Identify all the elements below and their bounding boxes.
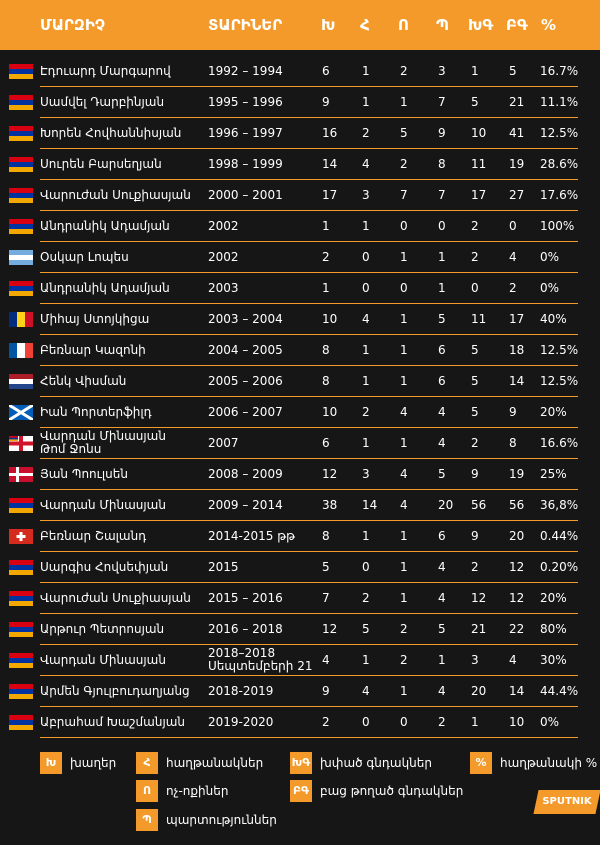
stat-gf: 2 (471, 436, 479, 450)
stat-d: 1 (400, 529, 408, 543)
stat-ga: 12 (509, 591, 525, 605)
stat-g: 8 (322, 343, 330, 357)
legend-text: պարտություններ (166, 813, 277, 827)
stat-ga: 20 (509, 529, 525, 543)
stat-l: 9 (438, 126, 446, 140)
table-row (40, 273, 578, 304)
table-header (0, 0, 600, 50)
stat-l: 6 (438, 343, 446, 357)
coach-name: Սարգիս Հովսեփյան (40, 560, 169, 574)
stat-pct: 30% (540, 653, 567, 667)
stat-l: 1 (438, 250, 446, 264)
table-row (40, 521, 578, 552)
flag-armenia-icon (9, 653, 33, 668)
years-line: 2018–2018 (208, 646, 276, 660)
flag-armenia-icon (9, 157, 33, 172)
coach-table (0, 56, 600, 738)
table-row (40, 676, 578, 707)
stat-gf: 2 (471, 560, 479, 574)
flag-romania-icon (9, 312, 33, 327)
stat-d: 1 (400, 343, 408, 357)
coach-name: Օսկար Լոպես (40, 250, 129, 264)
stat-ga: 18 (509, 343, 525, 357)
flag-denmark-icon (9, 467, 33, 482)
stat-w: 4 (362, 312, 370, 326)
table-row (40, 180, 578, 211)
stat-gf: 9 (471, 467, 479, 481)
stat-l: 5 (438, 312, 446, 326)
coach-name: Բեռնար Շալանդ (40, 529, 147, 543)
header-draws: Ո (398, 16, 409, 34)
flag-armenia-icon (9, 715, 33, 730)
stat-gf: 9 (471, 529, 479, 543)
stat-l: 0 (438, 219, 446, 233)
stat-w: 0 (362, 560, 370, 574)
coach-name: Խորեն Հովհաննիսյան (40, 126, 182, 140)
flag-armenia-icon (9, 498, 33, 513)
stat-pct: 25% (540, 467, 567, 481)
flag-armenia-icon (9, 219, 33, 234)
stat-ga: 2 (509, 281, 517, 295)
years-cell: 2016 – 2018 (208, 622, 283, 636)
stat-l: 6 (438, 374, 446, 388)
stat-l: 6 (438, 529, 446, 543)
legend-text: խփած գնդակներ (320, 756, 432, 770)
coach-name-line: Թոմ Ջոնս (40, 442, 102, 456)
flag-armenia-icon (9, 684, 33, 699)
stat-gf: 1 (471, 64, 479, 78)
flag-armenia-icon (9, 64, 33, 79)
stat-pct: 16.7% (540, 64, 579, 78)
stat-gf: 20 (471, 684, 487, 698)
stat-w: 1 (362, 374, 370, 388)
years-cell: 1998 – 1999 (208, 157, 283, 171)
stat-pct: 20% (540, 591, 567, 605)
coach-name: Աբրահամ Խաշմանյան (40, 715, 185, 729)
stat-pct: 0.20% (540, 560, 579, 574)
years-cell: 2014-2015 թթ (208, 529, 295, 543)
stat-ga: 19 (509, 467, 525, 481)
stat-g: 10 (322, 312, 338, 326)
table-row (40, 459, 578, 490)
stat-ga: 9 (509, 405, 517, 419)
stat-ga: 21 (509, 95, 525, 109)
flag-france-icon (9, 343, 33, 358)
table-row (40, 428, 578, 459)
stat-l: 3 (438, 64, 446, 78)
stat-g: 2 (322, 250, 330, 264)
stat-gf: 11 (471, 312, 487, 326)
stat-d: 4 (400, 405, 408, 419)
legend (0, 752, 600, 845)
years-cell (208, 645, 312, 675)
stat-g: 14 (322, 157, 338, 171)
legend-key: % (470, 752, 492, 774)
years-cell: 2004 – 2005 (208, 343, 283, 357)
stat-gf: 3 (471, 653, 479, 667)
stat-pct: 12.5% (540, 126, 579, 140)
stat-gf: 5 (471, 374, 479, 388)
stat-w: 5 (362, 622, 370, 636)
stat-gf: 5 (471, 405, 479, 419)
legend-key: ԽԳ (290, 752, 312, 774)
stat-l: 4 (438, 405, 446, 419)
stat-pct: 28.6% (540, 157, 579, 171)
stat-d: 4 (400, 498, 408, 512)
sputnik-logo (533, 790, 600, 814)
header-years: ՏԱՐԻՆԵՐ (208, 16, 283, 34)
stat-pct: 0% (540, 250, 560, 264)
flag-netherlands-icon (9, 374, 33, 389)
stat-pct: 40% (540, 312, 567, 326)
header-wins: Հ (360, 16, 370, 34)
stat-d: 1 (400, 560, 408, 574)
table-row (40, 490, 578, 521)
stat-pct: 20% (540, 405, 567, 419)
coach-name: Վարդան Մինասյան (40, 653, 166, 667)
coach-name: Բեռնար Կազոնի (40, 343, 146, 357)
stat-g: 9 (322, 95, 330, 109)
stat-pct: 100% (540, 219, 575, 233)
header-name: ՄԱՐԶԻՉ (40, 16, 106, 34)
stat-l: 7 (438, 95, 446, 109)
stat-w: 1 (362, 436, 370, 450)
stat-l: 4 (438, 684, 446, 698)
stat-ga: 4 (509, 653, 517, 667)
legend-key: Պ (136, 809, 158, 831)
stat-pct: 80% (540, 622, 567, 636)
stat-pct: 0% (540, 715, 560, 729)
stat-g: 1 (322, 219, 330, 233)
stat-w: 2 (362, 405, 370, 419)
stat-ga: 0 (509, 219, 517, 233)
stat-l: 5 (438, 467, 446, 481)
stat-d: 5 (400, 126, 408, 140)
coach-name: Սամվել Դարբինյան (40, 95, 165, 109)
coach-name: Հենկ Վիսման (40, 374, 127, 388)
header-losses: Պ (436, 16, 450, 34)
header-games: Խ (321, 16, 336, 34)
stat-w: 1 (362, 529, 370, 543)
table-row (40, 118, 578, 149)
stat-l: 4 (438, 436, 446, 450)
years-cell: 2005 – 2006 (208, 374, 283, 388)
coach-name: Յան Պոուլսեն (40, 467, 128, 481)
stat-pct: 17.6% (540, 188, 579, 202)
flag-argentina-icon (9, 250, 33, 265)
coach-name: Սուրեն Բարսեղյան (40, 157, 162, 171)
stat-g: 8 (322, 374, 330, 388)
stat-g: 2 (322, 715, 330, 729)
stat-d: 1 (400, 591, 408, 605)
stat-d: 0 (400, 219, 408, 233)
years-line: Սեպտեմբերի 21 (208, 659, 313, 673)
coach-name: Վարդան Մինասյան (40, 498, 166, 512)
stat-pct: 11.1% (540, 95, 579, 109)
table-row (40, 242, 578, 273)
brand-label: SPUTNIK (542, 796, 592, 807)
stat-pct: 44.4% (540, 684, 579, 698)
stat-ga: 41 (509, 126, 525, 140)
table-row (40, 707, 578, 738)
coach-name: Իան Պորտերֆիլդ (40, 405, 152, 419)
stat-l: 8 (438, 157, 446, 171)
years-cell: 2006 – 2007 (208, 405, 283, 419)
stat-d: 2 (400, 157, 408, 171)
stat-l: 4 (438, 591, 446, 605)
stat-w: 0 (362, 250, 370, 264)
stat-gf: 10 (471, 126, 487, 140)
stat-w: 0 (362, 715, 370, 729)
flag-armenia-icon (9, 591, 33, 606)
flag-scotland-icon (9, 405, 33, 420)
stat-ga: 27 (509, 188, 525, 202)
stat-g: 8 (322, 529, 330, 543)
stat-gf: 2 (471, 250, 479, 264)
stat-gf: 5 (471, 343, 479, 357)
stat-ga: 14 (509, 684, 525, 698)
stat-ga: 17 (509, 312, 525, 326)
table-row (40, 149, 578, 180)
flag-armenia-icon (9, 126, 33, 141)
stat-pct: 12.5% (540, 374, 579, 388)
flag-armenia-england-icon (9, 436, 33, 451)
stat-g: 1 (322, 281, 330, 295)
stat-gf: 17 (471, 188, 487, 202)
stat-pct: 0% (540, 281, 560, 295)
stat-d: 1 (400, 374, 408, 388)
stat-l: 4 (438, 560, 446, 574)
legend-key: Հ (136, 752, 158, 774)
stat-g: 9 (322, 684, 330, 698)
table-row (40, 56, 578, 87)
coach-name: Անդրանիկ Ադամյան (40, 281, 170, 295)
years-cell: 1995 – 1996 (208, 95, 283, 109)
years-cell: 2000 – 2001 (208, 188, 283, 202)
table-row (40, 397, 578, 428)
coach-name: Վարուժան Սուքիասյան (40, 591, 191, 605)
stat-g: 12 (322, 467, 338, 481)
legend-text: բաց թողած գնդակներ (320, 784, 464, 798)
flag-armenia-icon (9, 622, 33, 637)
stat-gf: 2 (471, 219, 479, 233)
stat-w: 1 (362, 219, 370, 233)
stat-w: 3 (362, 467, 370, 481)
stat-l: 7 (438, 188, 446, 202)
stat-ga: 8 (509, 436, 517, 450)
coach-name: Էդուարդ Մարգարով (40, 64, 171, 78)
table-row (40, 614, 578, 645)
stat-g: 12 (322, 622, 338, 636)
stat-l: 20 (438, 498, 454, 512)
stat-ga: 4 (509, 250, 517, 264)
stat-d: 1 (400, 95, 408, 109)
years-cell: 2019-2020 (208, 715, 274, 729)
stat-l: 5 (438, 622, 446, 636)
legend-text: խաղեր (70, 756, 117, 770)
stat-w: 3 (362, 188, 370, 202)
coach-name: Վարուժան Սուքիասյան (40, 188, 191, 202)
stat-g: 6 (322, 64, 330, 78)
stat-ga: 56 (509, 498, 525, 512)
stat-d: 4 (400, 467, 408, 481)
stat-w: 0 (362, 281, 370, 295)
stat-ga: 14 (509, 374, 525, 388)
stat-ga: 10 (509, 715, 525, 729)
years-cell: 2007 (208, 436, 239, 450)
table-row (40, 552, 578, 583)
stat-w: 14 (362, 498, 378, 512)
stat-d: 0 (400, 281, 408, 295)
stat-w: 2 (362, 126, 370, 140)
header-goals-against: ԲԳ (506, 16, 528, 34)
years-cell: 2003 – 2004 (208, 312, 283, 326)
stat-w: 1 (362, 95, 370, 109)
stat-g: 17 (322, 188, 338, 202)
stat-l: 2 (438, 715, 446, 729)
stat-gf: 11 (471, 157, 487, 171)
coach-name: Միհայ Ստոյկիցա (40, 312, 150, 326)
stat-d: 7 (400, 188, 408, 202)
header-pct: % (541, 16, 557, 34)
table-row (40, 645, 578, 676)
coach-name-line: Վարդան Մինասյան (40, 429, 166, 443)
coach-name (40, 428, 166, 458)
stat-d: 1 (400, 436, 408, 450)
years-cell: 1992 – 1994 (208, 64, 283, 78)
stat-w: 1 (362, 64, 370, 78)
flag-armenia-icon (9, 281, 33, 296)
stat-ga: 5 (509, 64, 517, 78)
coach-name: Արմեն Գյուլբուդաղյանց (40, 684, 190, 698)
table-row (40, 87, 578, 118)
legend-text: ոչ-ոքիներ (166, 784, 229, 798)
coach-name: Անդրանիկ Ադամյան (40, 219, 170, 233)
stat-l: 1 (438, 653, 446, 667)
table-row (40, 211, 578, 242)
stat-l: 1 (438, 281, 446, 295)
stat-d: 2 (400, 622, 408, 636)
stat-d: 1 (400, 684, 408, 698)
stat-g: 10 (322, 405, 338, 419)
years-cell: 2015 – 2016 (208, 591, 283, 605)
years-cell: 2015 (208, 560, 239, 574)
years-cell: 2008 – 2009 (208, 467, 283, 481)
stat-d: 2 (400, 64, 408, 78)
legend-key: ԲԳ (290, 780, 312, 802)
legend-text: հաղթանակներ (166, 756, 264, 770)
years-cell: 2018-2019 (208, 684, 274, 698)
stat-g: 38 (322, 498, 338, 512)
stat-g: 16 (322, 126, 338, 140)
stat-pct: 0.44% (540, 529, 579, 543)
stat-d: 1 (400, 250, 408, 264)
flag-armenia-icon (9, 560, 33, 575)
legend-key: Ո (136, 780, 158, 802)
stat-g: 6 (322, 436, 330, 450)
stat-w: 1 (362, 653, 370, 667)
stat-g: 5 (322, 560, 330, 574)
table-row (40, 366, 578, 397)
header-goals-for: ԽԳ (468, 16, 494, 34)
stat-pct: 36,8% (540, 498, 579, 512)
stat-gf: 1 (471, 715, 479, 729)
legend-key: Խ (40, 752, 62, 774)
stat-gf: 0 (471, 281, 479, 295)
years-cell: 2002 (208, 250, 239, 264)
flag-armenia-icon (9, 95, 33, 110)
flag-switzerland-icon (9, 529, 33, 544)
stat-g: 4 (322, 653, 330, 667)
years-cell: 2009 – 2014 (208, 498, 283, 512)
years-cell: 2002 (208, 219, 239, 233)
stat-ga: 12 (509, 560, 525, 574)
years-cell: 2003 (208, 281, 239, 295)
flag-armenia-icon (9, 188, 33, 203)
table-row (40, 335, 578, 366)
stat-d: 0 (400, 715, 408, 729)
stat-d: 1 (400, 312, 408, 326)
stat-w: 2 (362, 591, 370, 605)
stat-gf: 21 (471, 622, 487, 636)
stat-d: 2 (400, 653, 408, 667)
stat-gf: 12 (471, 591, 487, 605)
stat-g: 7 (322, 591, 330, 605)
table-row (40, 304, 578, 335)
table-row (40, 583, 578, 614)
stat-gf: 5 (471, 95, 479, 109)
coach-name: Արթուր Պետրոսյան (40, 622, 165, 636)
stat-ga: 22 (509, 622, 525, 636)
years-cell: 1996 – 1997 (208, 126, 283, 140)
legend-text: հաղթանակի % (500, 756, 598, 770)
stat-pct: 16.6% (540, 436, 579, 450)
stat-w: 4 (362, 157, 370, 171)
stat-gf: 56 (471, 498, 487, 512)
stat-ga: 19 (509, 157, 525, 171)
stat-pct: 12.5% (540, 343, 579, 357)
stat-w: 1 (362, 343, 370, 357)
stat-w: 4 (362, 684, 370, 698)
